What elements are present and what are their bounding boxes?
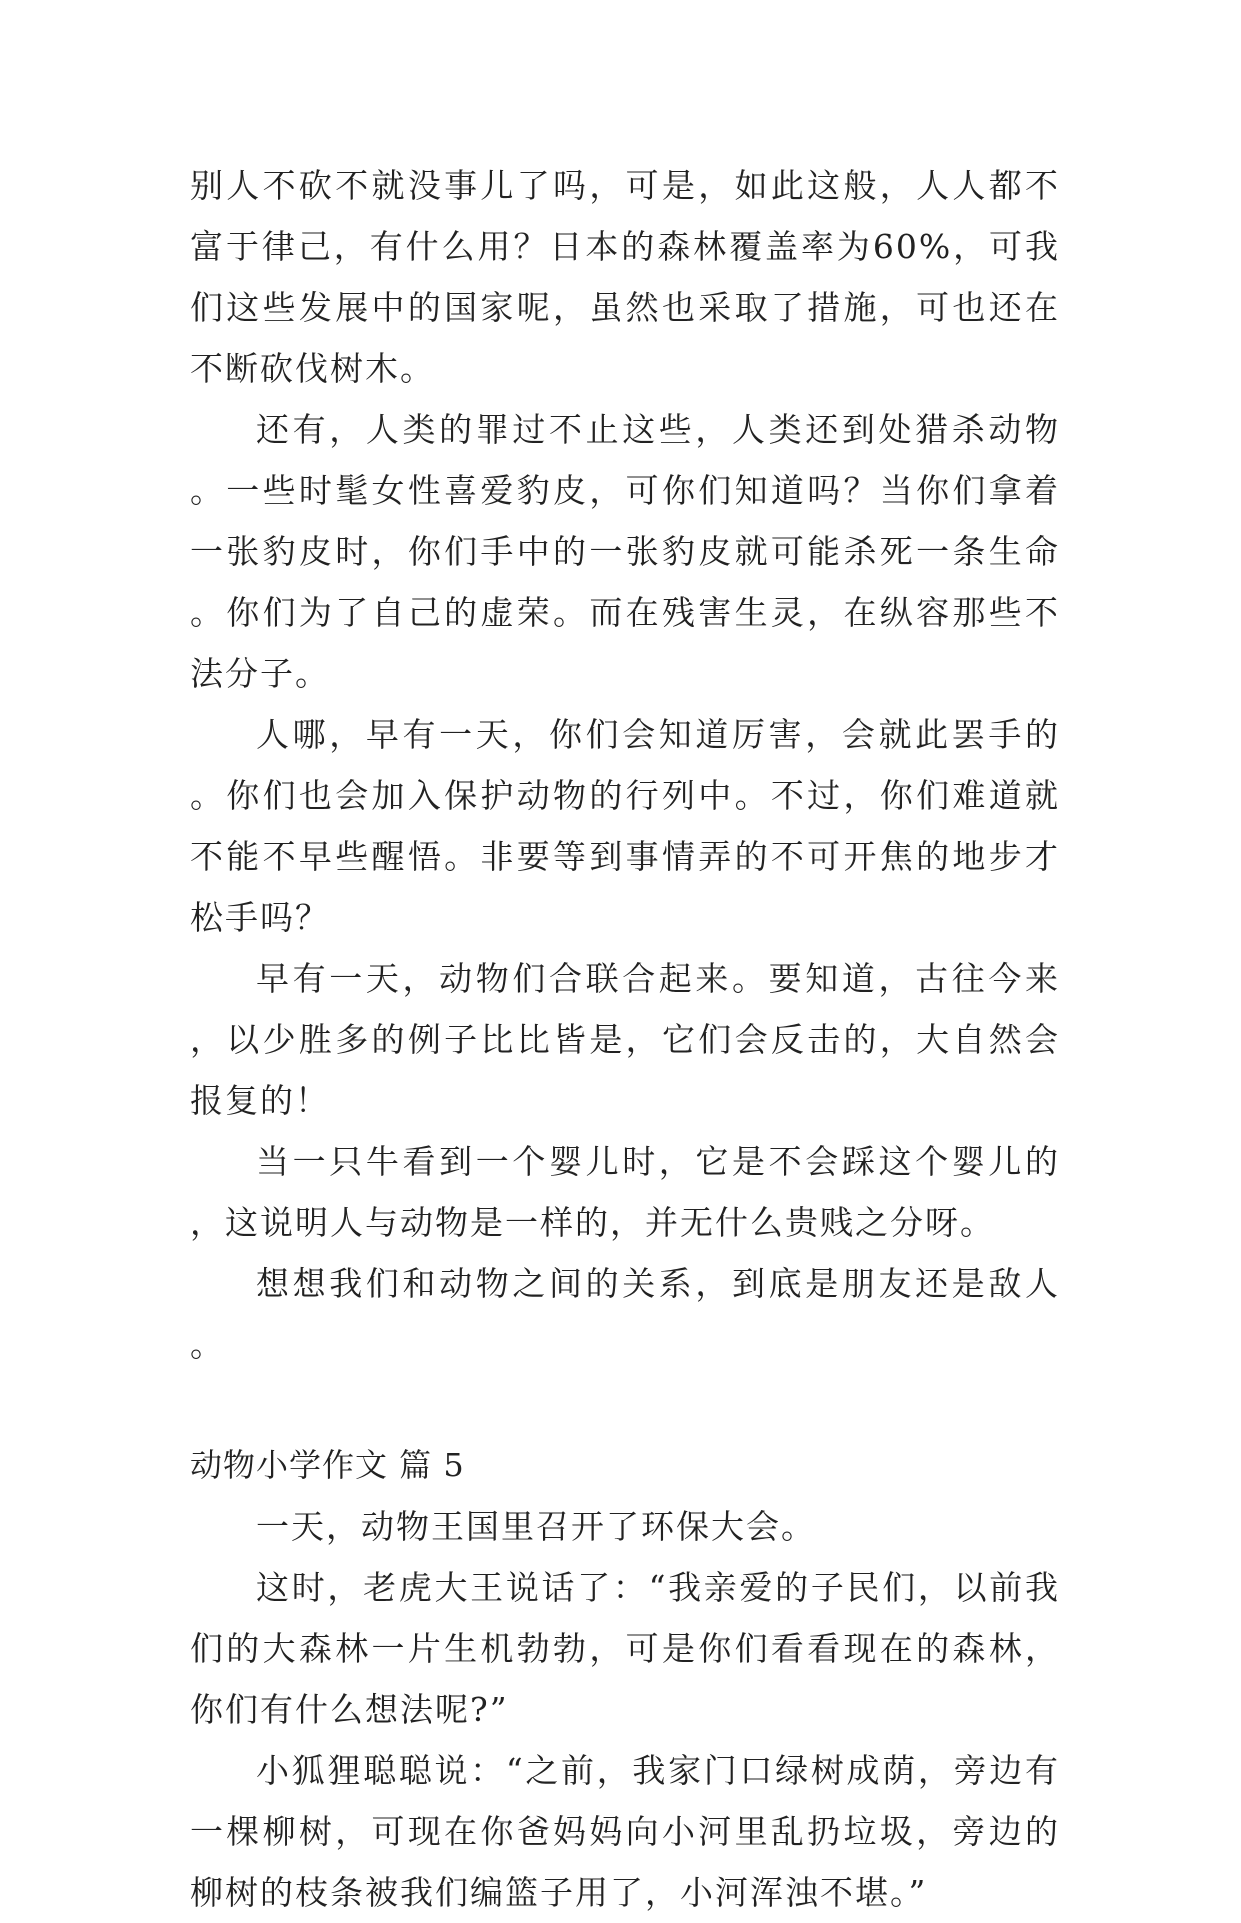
paragraph: 还有，人类的罪过不止这些，人类还到处猎杀动物。一些时髦女性喜爱豹皮，可你们知道吗？当你们拿着一张豹皮时，你们手中的一张豹皮就可能杀死一条生命。你们为了自己的虚荣。而在残害生灵，在纵容那些不法分子。	[190, 410, 1060, 693]
paragraph-continued: 别人不砍不就没事儿了吗，可是，如此这般，人人都不富于律己，有什么用？日本的森林覆盖率为60%，可我们这些发展中的国家呢，虽然也采取了措施，可也还在不断砍伐树木。	[190, 166, 1060, 388]
paragraph: 这时，老虎大王说话了：“我亲爱的子民们，以前我们的大森林一片生机勃勃，可是你们看看现在的森林，你们有什么想法呢?”	[190, 1568, 1060, 1729]
paragraph: 早有一天，动物们合联合起来。要知道，古往今来，以少胜多的例子比比皆是，它们会反击的，大自然会报复的！	[190, 959, 1060, 1120]
paragraph: 小狐狸聪聪说：“之前，我家门口绿树成荫，旁边有一棵柳树，可现在你爸妈妈向小河里乱扔垃圾，旁边的柳树的枝条被我们编篮子用了，小河浑浊不堪。”	[190, 1751, 1060, 1912]
paragraph: 想想我们和动物之间的关系，到底是朋友还是敌人。	[190, 1264, 1060, 1364]
paragraph: 一天，动物王国里召开了环保大会。	[256, 1507, 816, 1546]
document-body	[190, 155, 1060, 1923]
paragraph: 人哪，早有一天，你们会知道厉害，会就此罢手的。你们也会加入保护动物的行列中。不过，你们难道就不能不早些醒悟。非要等到事情弄的不可开焦的地步才松手吗？	[190, 715, 1060, 937]
section-heading: 动物小学作文 篇 5	[190, 1446, 465, 1484]
paragraph: 当一只牛看到一个婴儿时，它是不会踩这个婴儿的，这说明人与动物是一样的，并无什么贵贱之分呀。	[190, 1142, 1060, 1242]
